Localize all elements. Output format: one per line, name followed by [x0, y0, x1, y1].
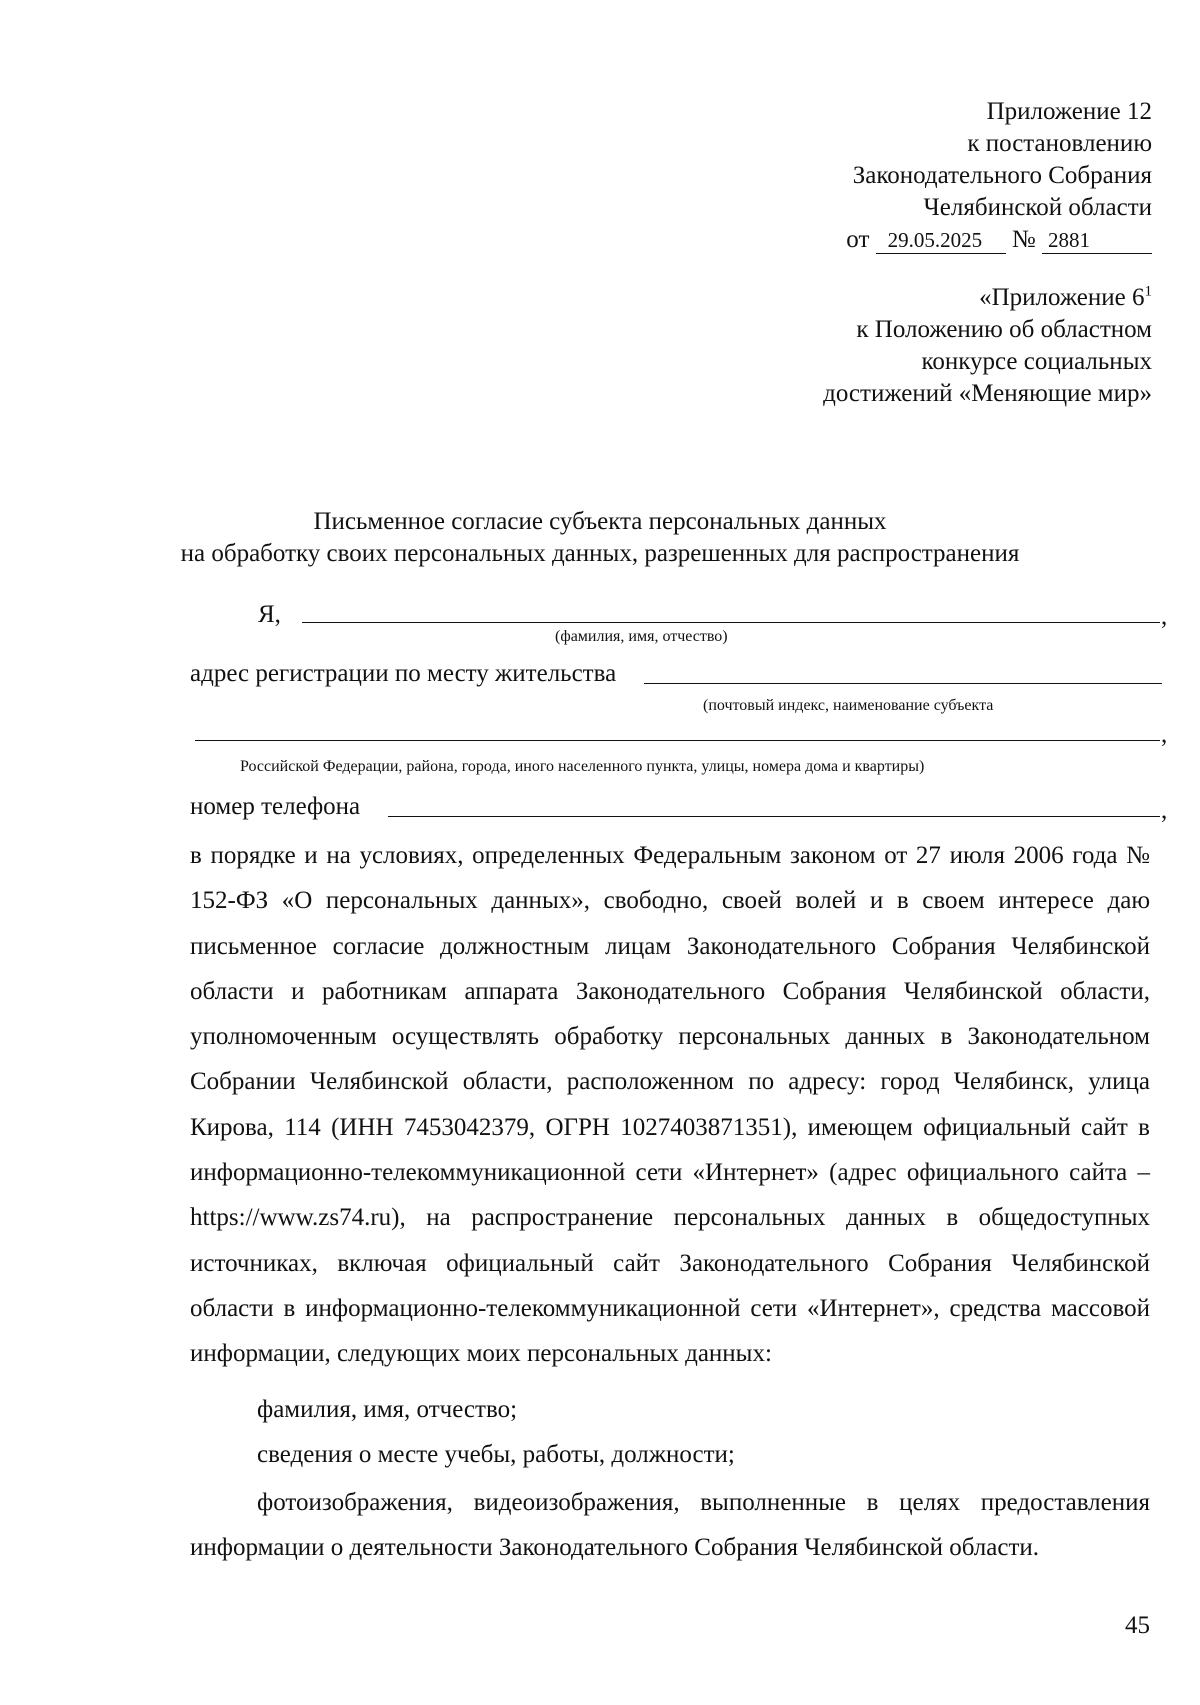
regulation-appendix-prefix: «Приложение 6 — [979, 284, 1145, 311]
resolution-date: 29.05.2025 — [876, 228, 1006, 254]
appendix-date-line — [846, 224, 1152, 256]
consent-item-work: сведения о месте учебы, работы, должности; — [257, 1441, 735, 1468]
address-field[interactable] — [644, 683, 1162, 684]
appendix-header — [846, 96, 1152, 256]
name-comma: , — [1161, 603, 1168, 630]
phone-label: номер телефона — [190, 793, 361, 820]
appendix-assembly: Законодательного Собрания — [852, 162, 1152, 189]
consent-item-photo: фотоизображения, видеоизображения, выполненные в целях предоставления информации о деятельности Законодательного Собрания Челябинской области. — [190, 1489, 1150, 1561]
page-number: 45 — [1125, 1612, 1150, 1639]
appendix-title: Приложение 12 — [986, 98, 1152, 125]
consent-item-name: фамилия, имя, отчество; — [257, 1396, 518, 1423]
regulation-line-4: достижений «Меняющие мир» — [823, 380, 1152, 407]
document-title — [0, 506, 1200, 570]
resolution-number: 2881 — [1042, 228, 1152, 254]
appendix-to-resolution: к постановлению — [967, 130, 1152, 157]
address-caption-1: (почтовый индекс, наименование субъекта — [703, 697, 994, 714]
regulation-appendix-title — [823, 282, 1152, 314]
date-prefix: от — [846, 226, 870, 253]
number-sign: № — [1011, 226, 1036, 253]
i-label: Я, — [258, 601, 281, 628]
appendix-region: Челябинской области — [923, 194, 1152, 221]
regulation-line-3: конкурсе социальных — [921, 348, 1152, 375]
name-caption: (фамилия, имя, отчество) — [555, 628, 728, 645]
address-caption-2: Российской Федерации, района, города, иного населенного пункта, улицы, номера дома и квартиры) — [240, 758, 925, 775]
address-comma: , — [1161, 721, 1168, 748]
consent-body-text: в порядке и на условиях, определенных Федеральным законом от 27 июля 2006 года № 152-ФЗ «О персональных данных», свободно, своей волей и в своем интересе даю письменное согласие должностным лицам Законодательного Собрания Челябинской области и работникам аппарата Законодательного Собрания Челябинской области, уполномоченным осуществлять обработку персональных данных в Законодательном Собрании Челябинской области, расположенном по адресу: город Челябинск, улица Кирова, 114 (ИНН 7453042379, ОГРН 1027403871351), имеющем официальный сайт в информационно-телекоммуникационной сети «Интернет» (адрес официального сайта – https://www.zs74.ru), на распространение персональных данных в общедоступных источниках, включая официальный сайт Законодательного Собрания Челябинской области в информационно-телекоммуникационной сети «Интернет», средства массовой информации, следующих моих персональных данных: — [190, 842, 1150, 1368]
full-name-field[interactable] — [302, 622, 1160, 623]
title-line-1: Письменное согласие субъекта персональных данных — [313, 508, 887, 535]
regulation-appendix-superscript: 1 — [1144, 283, 1152, 300]
phone-comma: , — [1161, 797, 1168, 824]
address-label: адрес регистрации по месту жительства — [190, 660, 617, 687]
phone-field[interactable] — [388, 816, 1160, 817]
regulation-line-2: к Положению об областном — [856, 316, 1152, 343]
title-line-2: на обработку своих персональных данных, разрешенных для распространения — [180, 540, 1020, 567]
regulation-appendix-header — [823, 282, 1152, 410]
address-field-continued[interactable] — [195, 740, 1160, 741]
